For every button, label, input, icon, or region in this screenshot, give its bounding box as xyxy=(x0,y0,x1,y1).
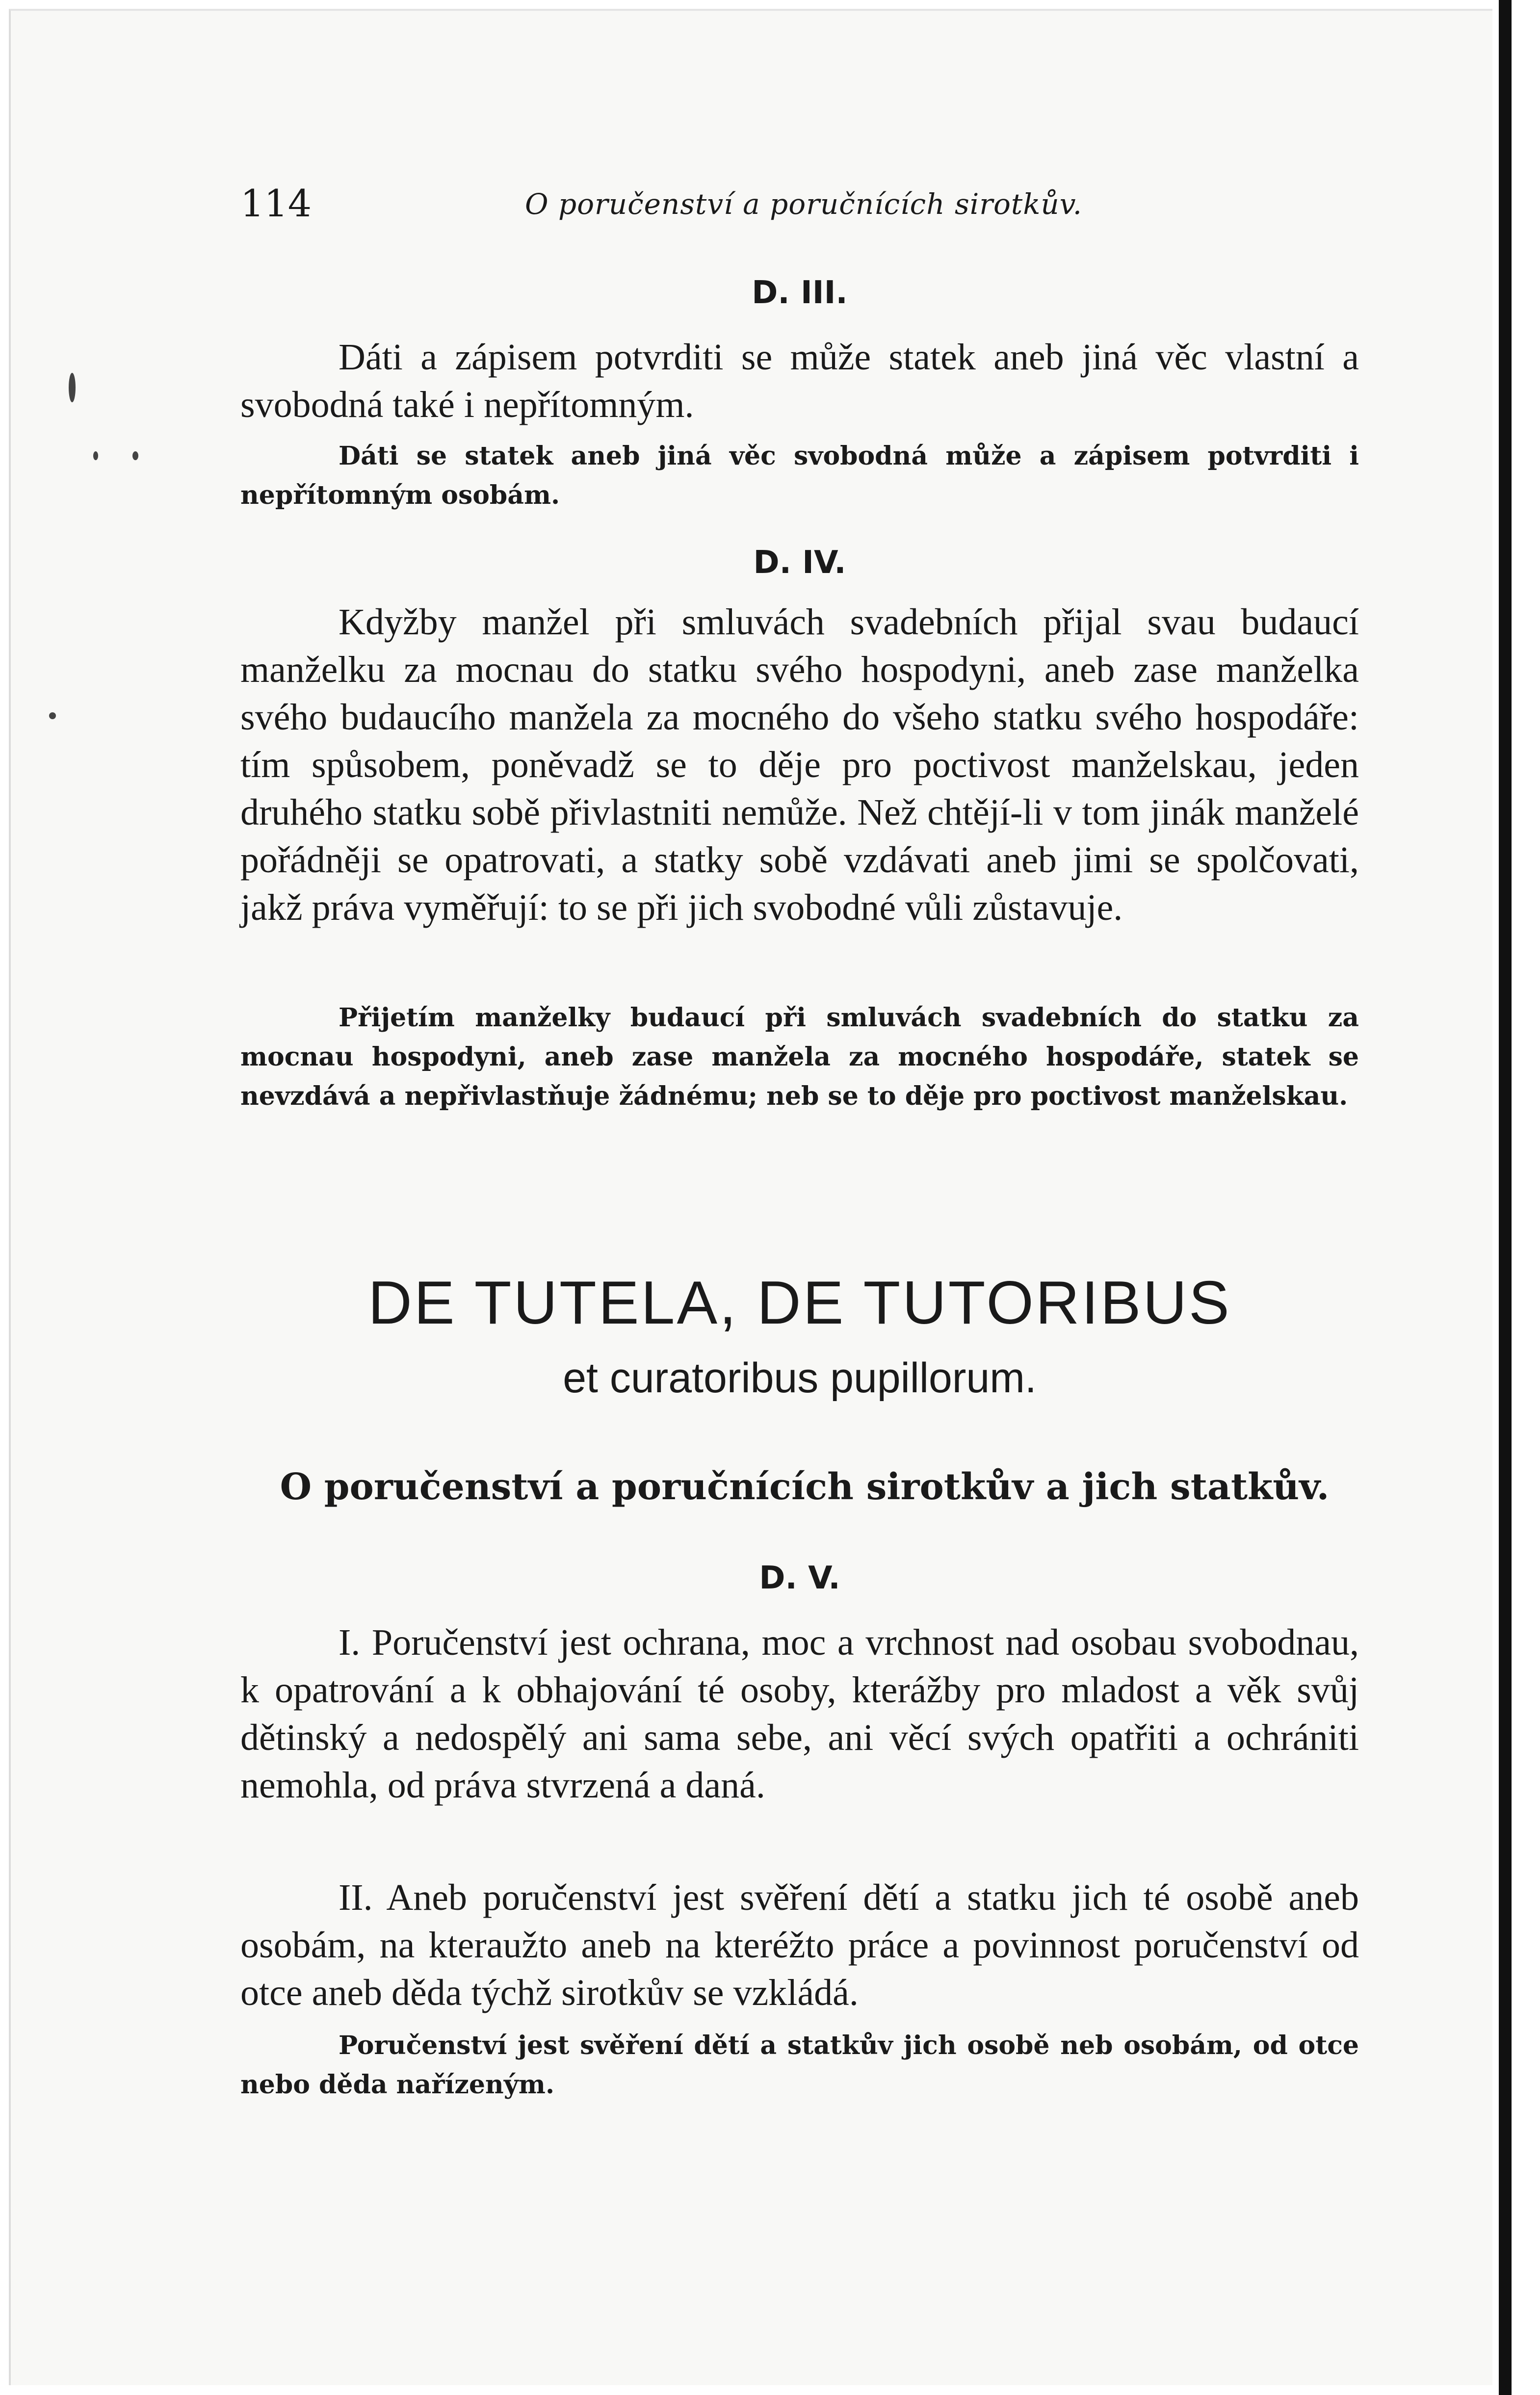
chapter-subtitle: et curatoribus pupillorum. xyxy=(563,1354,1037,1402)
section-d4-text: Kdyžby manžel při smluvách svadebních přijal svau budaucí manželku za mocnau do statku svého hospodyni, aneb zase manželka svého budaucího manžela za mocného do všeho statku svého hospodáře: tím spůsobem, poněvadž se to děje pro poctivost manželskau, jeden druhého statku sobě přivlastniti nemůže. Než chtějí-li v tom jinák manželé pořádněji se opatrovati, a statky sobě vzdávati aneb jimi se spolčovati, jakž práva vyměřují: to se při jich svobodné vůli zůstavuje. xyxy=(240,601,1359,928)
running-title: O poručenství a poručnících sirotkův. xyxy=(525,187,1083,221)
scan-edge xyxy=(1499,0,1540,2395)
scan-speck xyxy=(69,373,76,402)
scan-speck xyxy=(49,712,56,719)
page-header xyxy=(240,182,1359,235)
chapter-title: DE TUTELA, DE TUTORIBUS xyxy=(368,1269,1231,1337)
section-d5-note: Poručenství jest svěření dětí a statkův jich osobě neb osobám, od otce nebo děda nařízeným. xyxy=(240,2031,1359,2100)
chapter-czech-title: O poručenství a poručnících sirotkův a jich statkův. xyxy=(280,1466,1330,1508)
scan-speck xyxy=(132,451,138,460)
section-d4-note: Přijetím manželky budaucí při smluvách svadebních do statku za mocnau hospodyni, aneb zase manžela za mocného hospodáře, statek se nevzdává a nepřivlastňuje žádnému; neb se to děje pro poctivost manželskau. xyxy=(240,1003,1359,1111)
section-heading-d3: D. III. xyxy=(752,275,848,311)
scan-speck xyxy=(93,451,98,460)
section-d5-paragraph-1: I. Poručenství jest ochrana, moc a vrchnost nad osobau svobodnau, k opatrování a k obhajování té osoby, kterážby pro mladost a věk svůj dětinský a nedospělý ani sama sebe, ani věcí svých opatřiti a ochrániti nemohla, od práva stvrzená a daná. xyxy=(240,1622,1359,1806)
page-number: 114 xyxy=(240,182,312,225)
section-d5-paragraph-2: II. Aneb poručenství jest svěření dětí a statku jich té osobě aneb osobám, na kteraužto aneb na kteréžto práce a povinnost poručenství od otce aneb děda týchž sirotkův se vzkládá. xyxy=(240,1877,1359,2013)
section-heading-d4: D. IV. xyxy=(753,545,846,581)
section-d3-note: Dáti se statek aneb jiná věc svobodná může a zápisem potvrditi i nepřítomným osobám. xyxy=(240,441,1359,510)
section-d3-text: Dáti a zápisem potvrditi se může statek aneb jiná věc vlastní a svobodná také i nepřítomným. xyxy=(240,337,1359,425)
section-heading-d5: D. V. xyxy=(759,1560,840,1596)
